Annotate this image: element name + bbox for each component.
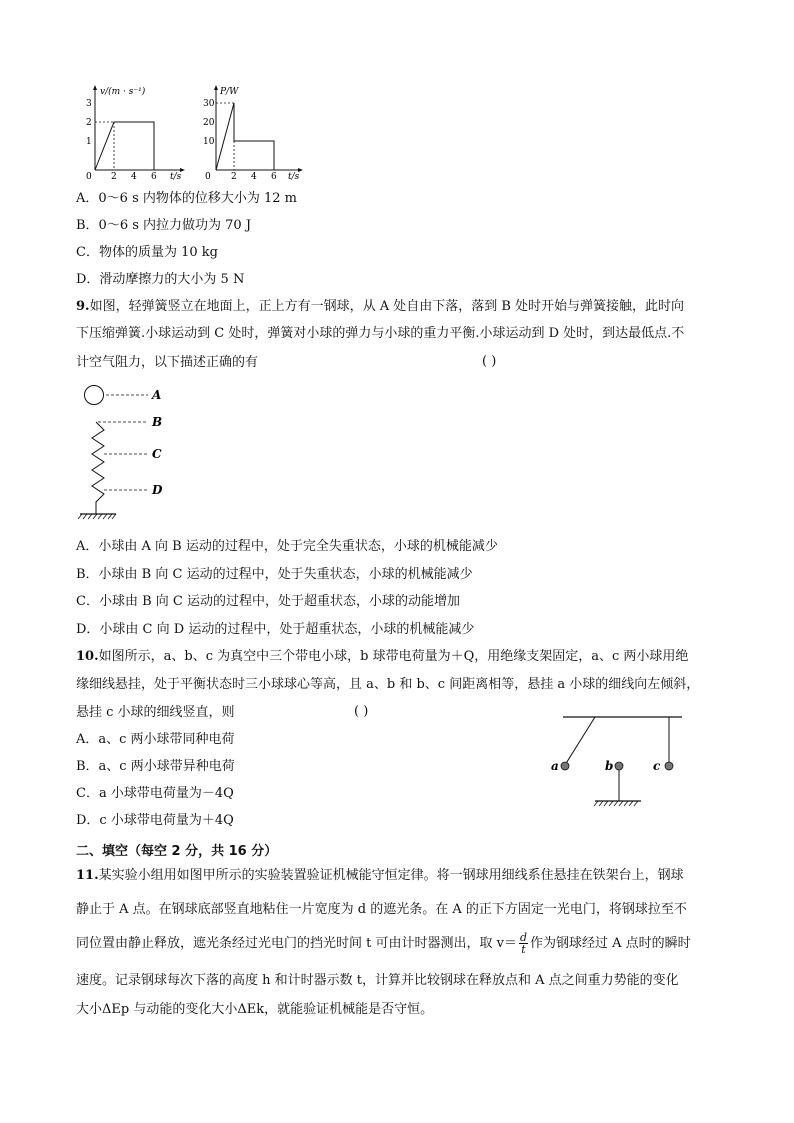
v-xtick-2: 2 [111,172,117,180]
q10-option-b: B．a、c 两小球带异种电荷 [76,759,235,774]
p-xtick-2: 2 [231,172,237,180]
charged-balls-figure [545,708,690,816]
q11-text-3a: 同位置由静止释放，遮光条经过光电门的挡光时间 t 可由计时器测出，取 v＝ [76,936,517,951]
velocity-time-graph [78,84,188,180]
q9-stem-line-3: 计空气阻力，以下描述正确的有 [76,355,259,370]
q10-stem-text-1: 如图所示，a、b、c 为真空中三个带电小球，b 球带电荷量为＋Q，用绝缘支架固定，a、c 两小球用绝 [98,649,689,664]
q9-stem-text-1: 如图，轻弹簧竖立在地面上，正上方有一钢球，从 A 处自由下落，落到 B 处时开始与弹簧接触，此时向 [89,299,685,314]
fraction-numerator: d [519,931,528,944]
p-xtick-6: 6 [271,172,277,180]
label-c: C [152,447,162,461]
q10-stem-line-2: 缘细线悬挂，处于平衡状态时三小球球心等高，且 a、b 和 b、c 间距离相等，悬挂 a 小球的细线向左倾斜， [76,677,700,692]
label-d: D [152,483,163,497]
v-xtick-6: 6 [151,172,157,180]
ball-c [665,762,673,770]
v-ytick-2: 2 [86,118,92,128]
v-ytick-3: 3 [86,99,92,109]
p-series-line [216,103,274,170]
q11-line-1 [76,867,684,885]
q9-option-d: D．小球由 C 向 D 运动的过程中，处于超重状态，小球的机械能减少 [76,622,475,637]
velocity-fraction [519,932,528,955]
ball-a [561,762,569,770]
q10-option-d: D．c 小球带电荷量为＋4Q [76,813,234,828]
q9-stem-line-1 [76,298,684,316]
q11-number: 11. [76,868,99,883]
p-axis-label: P/W [220,87,239,97]
q10-stem-line-1 [76,648,688,666]
spring-ball-figure [76,378,186,526]
q11-text-3b: 作为钢球经过 A 点时的瞬时 [530,936,691,951]
label-a: A [152,388,162,402]
power-time-graph [196,84,306,180]
q9-option-c: C．小球由 B 向 C 运动的过程中，处于超重状态，小球的动能增加 [76,594,460,609]
p-x-axis-label: t/s [288,172,300,180]
v-series-line [95,122,154,170]
label-b: B [152,415,163,429]
v-ytick-1: 1 [86,137,92,147]
q9-number: 9. [76,299,90,314]
q8-option-a: A．0～6 s 内物体的位移大小为 12 m [76,191,298,206]
q11-line-4: 速度。记录钢球每次下落的高度 h 和计时器示数 t，计算并比较钢球在释放点和 A 点之间重力势能的变化 [76,973,679,988]
p-xtick-4: 4 [251,172,257,180]
p-ytick-30: 30 [203,99,215,109]
label-ball-a: a [551,759,559,773]
v-axis-label: v/(m · s⁻¹) [100,87,146,97]
q11-line-3 [76,932,691,955]
q10-stem-line-3: 悬挂 c 小球的细线竖直，则 [76,705,235,720]
q8-option-b: B．0～6 s 内拉力做功为 70 J [76,218,252,233]
spring [92,422,104,514]
fraction-denominator: t [521,943,526,956]
v-xtick-0: 0 [86,172,92,180]
q8-option-d: D．滑动摩擦力的大小为 5 N [76,272,245,287]
q11-line-2: 静止于 A 点。在钢球底部竖直地粘住一片宽度为 d 的遮光条。在 A 的正下方固定一光电门，将钢球拉至不 [76,902,687,917]
q10-option-c: C．a 小球带电荷量为－4Q [76,786,234,801]
p-ytick-10: 10 [203,137,215,147]
q8-option-c: C．物体的质量为 10 kg [76,245,218,260]
p-ytick-20: 20 [203,118,215,128]
q10-number: 10. [76,649,99,664]
label-ball-b: b [605,759,614,773]
q9-answer-paren: ( ) [482,354,497,369]
label-ball-c: c [653,759,661,773]
q11-line-5: 大小ΔEp 与动能的变化大小ΔEk，就能验证机械能是否守恒。 [76,1002,434,1017]
v-x-axis-label: t/s [170,172,182,180]
thread-a [565,717,595,765]
section-2-title: 二、填空（每空 2 分，共 16 分） [76,844,278,859]
steel-ball [85,386,104,405]
v-xtick-4: 4 [131,172,137,180]
q9-option-a: A．小球由 A 向 B 运动的过程中，处于完全失重状态，小球的机械能减少 [76,539,498,554]
q10-option-a: A．a、c 两小球带同种电荷 [76,732,235,747]
q9-option-b: B．小球由 B 向 C 运动的过程中，处于失重状态，小球的机械能减少 [76,567,473,582]
q11-text-1: 某实验小组用如图甲所示的实验装置验证机械能守恒定律。将一钢球用细线系住悬挂在铁架台上，钢球 [98,868,684,883]
ball-b [615,762,623,770]
p-xtick-0: 0 [205,172,211,180]
q10-answer-paren: ( ) [354,704,369,719]
q9-stem-line-2: 下压缩弹簧.小球运动到 C 处时，弹簧对小球的弹力与小球的重力平衡.小球运动到 D 处时，到达最低点.不 [76,326,685,341]
